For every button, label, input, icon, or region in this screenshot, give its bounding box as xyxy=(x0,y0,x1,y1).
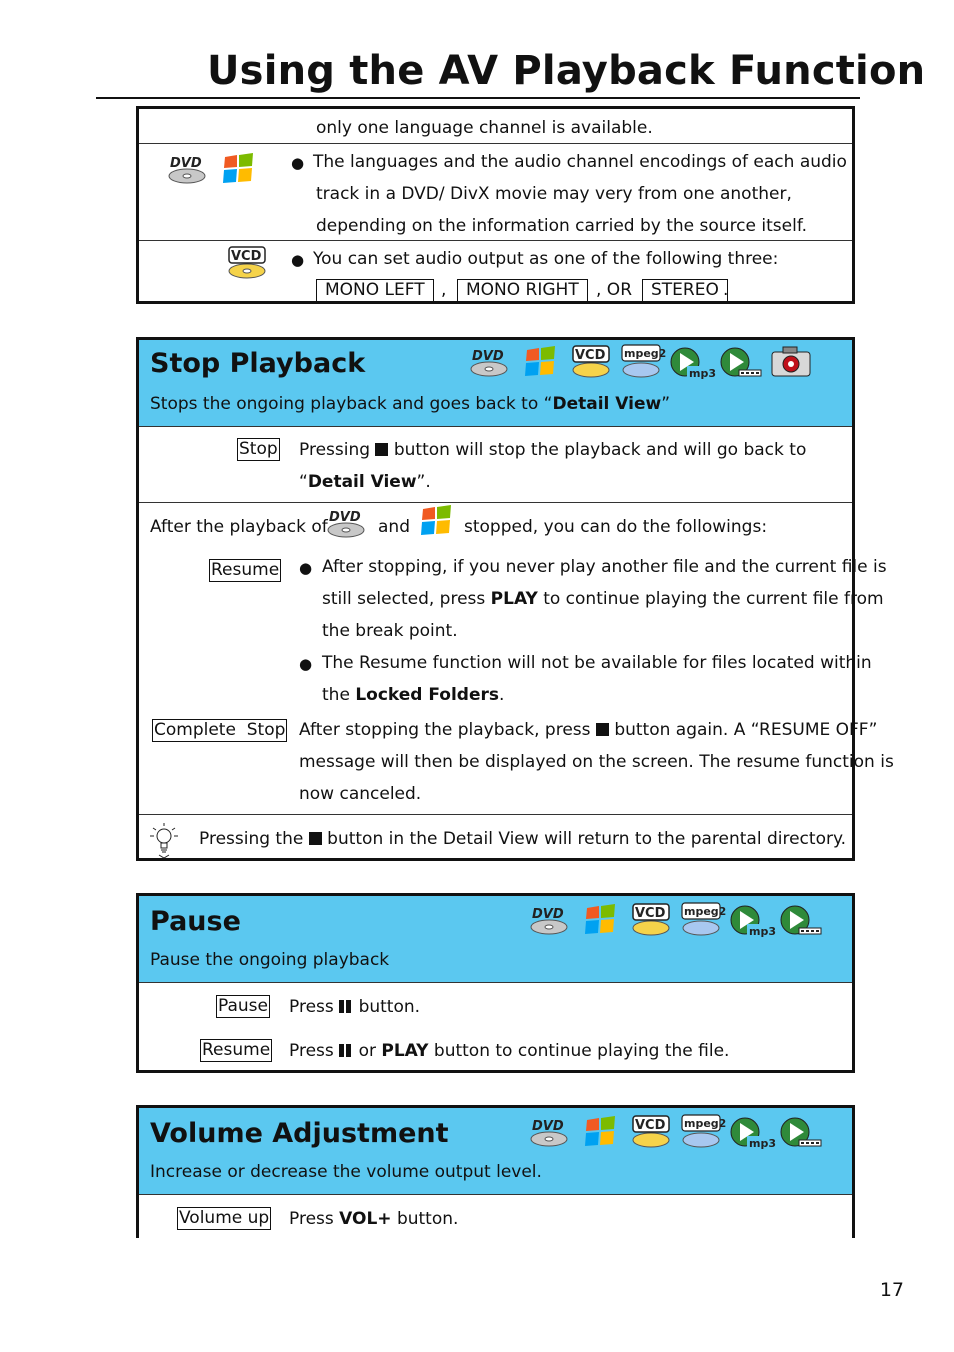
svg-text:mpeg2: mpeg2 xyxy=(684,1117,727,1130)
svg-text:DVD: DVD xyxy=(532,907,564,922)
complete-text: now canceled. xyxy=(299,784,422,804)
intro-text: You can set audio output as one of the following three: xyxy=(313,249,779,269)
pause-line: Press button. xyxy=(289,991,420,1024)
vcd-icon xyxy=(569,344,613,380)
complete-stop-key: Complete Stop xyxy=(154,720,286,740)
volume-up-line: Press VOL+ button. xyxy=(289,1209,459,1229)
svg-text:mp3: mp3 xyxy=(689,367,716,380)
svg-text:DVD: DVD xyxy=(472,349,504,364)
svg-text:VCD: VCD xyxy=(231,249,262,264)
svg-text:mp3: mp3 xyxy=(749,925,776,938)
stop-icon xyxy=(375,443,388,456)
windows-icon xyxy=(519,344,563,380)
volume-section xyxy=(136,1105,855,1238)
dvd-icon xyxy=(529,902,573,938)
intro-icons-vcd xyxy=(225,245,269,281)
svg-text:mpeg2: mpeg2 xyxy=(684,905,727,918)
resume-text: the break point. xyxy=(322,621,458,641)
svg-text:DVD: DVD xyxy=(329,510,361,525)
mp3-icon xyxy=(669,344,716,380)
resume-line: Press or PLAY button to continue playing the file. xyxy=(289,1035,729,1068)
svg-text:VCD: VCD xyxy=(635,906,666,921)
intro-text: track in a DVD/ DivX movie may very from one another, xyxy=(316,184,792,204)
mpeg2-icon xyxy=(619,344,667,380)
stop-icon xyxy=(309,832,322,845)
volume-up-key: Volume up xyxy=(179,1208,270,1228)
resume-text: The Resume function will not be available for files located within xyxy=(322,653,872,673)
pause-key: Pause xyxy=(218,996,268,1016)
stop-line: “Detail View”. xyxy=(299,472,431,492)
tip-lightbulb-icon xyxy=(149,822,179,858)
intro-text: depending on the information carried by the source itself. xyxy=(316,216,807,236)
section-title: Pause xyxy=(150,906,241,937)
dvd-icon xyxy=(326,505,370,541)
windows-icon xyxy=(579,902,623,938)
dvd-icon xyxy=(469,344,513,380)
windows-icon xyxy=(415,503,459,539)
section-title: Stop Playback xyxy=(150,348,366,379)
format-icons xyxy=(529,1114,823,1150)
bullet: ● xyxy=(291,251,305,269)
intro-line: only one language channel is available. xyxy=(316,118,653,138)
stop-line: Pressing button will stop the playback and will go back to xyxy=(299,440,807,460)
format-icons xyxy=(529,902,823,938)
pause-icon xyxy=(339,992,353,1024)
resume-text: After stopping, if you never play another file and the current file is xyxy=(322,557,887,577)
camera-icon xyxy=(769,344,813,380)
dvd-icon xyxy=(167,151,211,187)
section-description: Stops the ongoing playback and goes back to “Detail View” xyxy=(150,394,670,414)
mpeg2-icon xyxy=(679,1114,727,1150)
after-line: and xyxy=(378,517,410,537)
intro-table xyxy=(136,106,855,304)
tip-text: Pressing the button in the Detail View will return to the parental directory. xyxy=(199,829,846,849)
resume-text: still selected, press PLAY to continue playing the current file from xyxy=(322,589,884,609)
resume-text: the Locked Folders. xyxy=(322,685,505,705)
separator: , xyxy=(441,280,447,300)
after-line: After the playback of xyxy=(150,517,328,537)
intro-icons-dvd xyxy=(167,151,261,187)
svg-text:VCD: VCD xyxy=(575,348,606,363)
resume-key: Resume xyxy=(202,1040,271,1060)
svg-text:VCD: VCD xyxy=(635,1118,666,1133)
separator: . xyxy=(723,280,729,300)
svg-text:DVD: DVD xyxy=(532,1119,564,1134)
complete-text: message will then be displayed on the screen. The resume function is xyxy=(299,752,894,772)
mpeg2-icon xyxy=(679,902,727,938)
video-file-icon xyxy=(779,902,823,938)
dvd-icon xyxy=(529,1114,573,1150)
stop-icon xyxy=(596,723,609,736)
svg-text:DVD: DVD xyxy=(170,156,202,171)
complete-text: After stopping the playback, press button again. A “RESUME OFF” xyxy=(299,720,878,740)
section-description: Pause the ongoing playback xyxy=(150,950,390,970)
option-mono-left: MONO LEFT xyxy=(316,279,434,302)
resume-key: Resume xyxy=(211,560,280,580)
after-line: stopped, you can do the followings: xyxy=(464,517,768,537)
mp3-icon xyxy=(729,1114,776,1150)
title-underline xyxy=(96,97,860,99)
section-description: Increase or decrease the volume output level. xyxy=(150,1162,542,1182)
section-title: Volume Adjustment xyxy=(150,1118,449,1149)
stop-key: Stop xyxy=(239,439,278,459)
pause-section xyxy=(136,893,855,1073)
bullet: ● xyxy=(291,154,305,172)
option-mono-right: MONO RIGHT xyxy=(457,279,588,302)
option-stereo: STEREO xyxy=(642,279,728,302)
video-file-icon xyxy=(779,1114,823,1150)
vcd-icon xyxy=(629,1114,673,1150)
page-number: 17 xyxy=(879,1279,904,1301)
svg-text:mpeg2: mpeg2 xyxy=(624,347,667,360)
svg-text:mp3: mp3 xyxy=(749,1137,776,1150)
format-icons xyxy=(469,344,813,380)
separator: , OR xyxy=(596,280,633,300)
intro-text: The languages and the audio channel encodings of each audio xyxy=(313,152,847,172)
mp3-icon xyxy=(729,902,776,938)
vcd-icon xyxy=(629,902,673,938)
video-file-icon xyxy=(719,344,763,380)
windows-icon xyxy=(217,151,261,187)
bullet: ● xyxy=(299,655,313,673)
vcd-icon xyxy=(225,245,269,281)
pause-icon xyxy=(339,1036,353,1068)
windows-icon xyxy=(579,1114,623,1150)
bullet: ● xyxy=(299,559,313,577)
stop-playback-section xyxy=(136,337,894,861)
page-title: Using the AV Playback Function xyxy=(207,48,926,94)
